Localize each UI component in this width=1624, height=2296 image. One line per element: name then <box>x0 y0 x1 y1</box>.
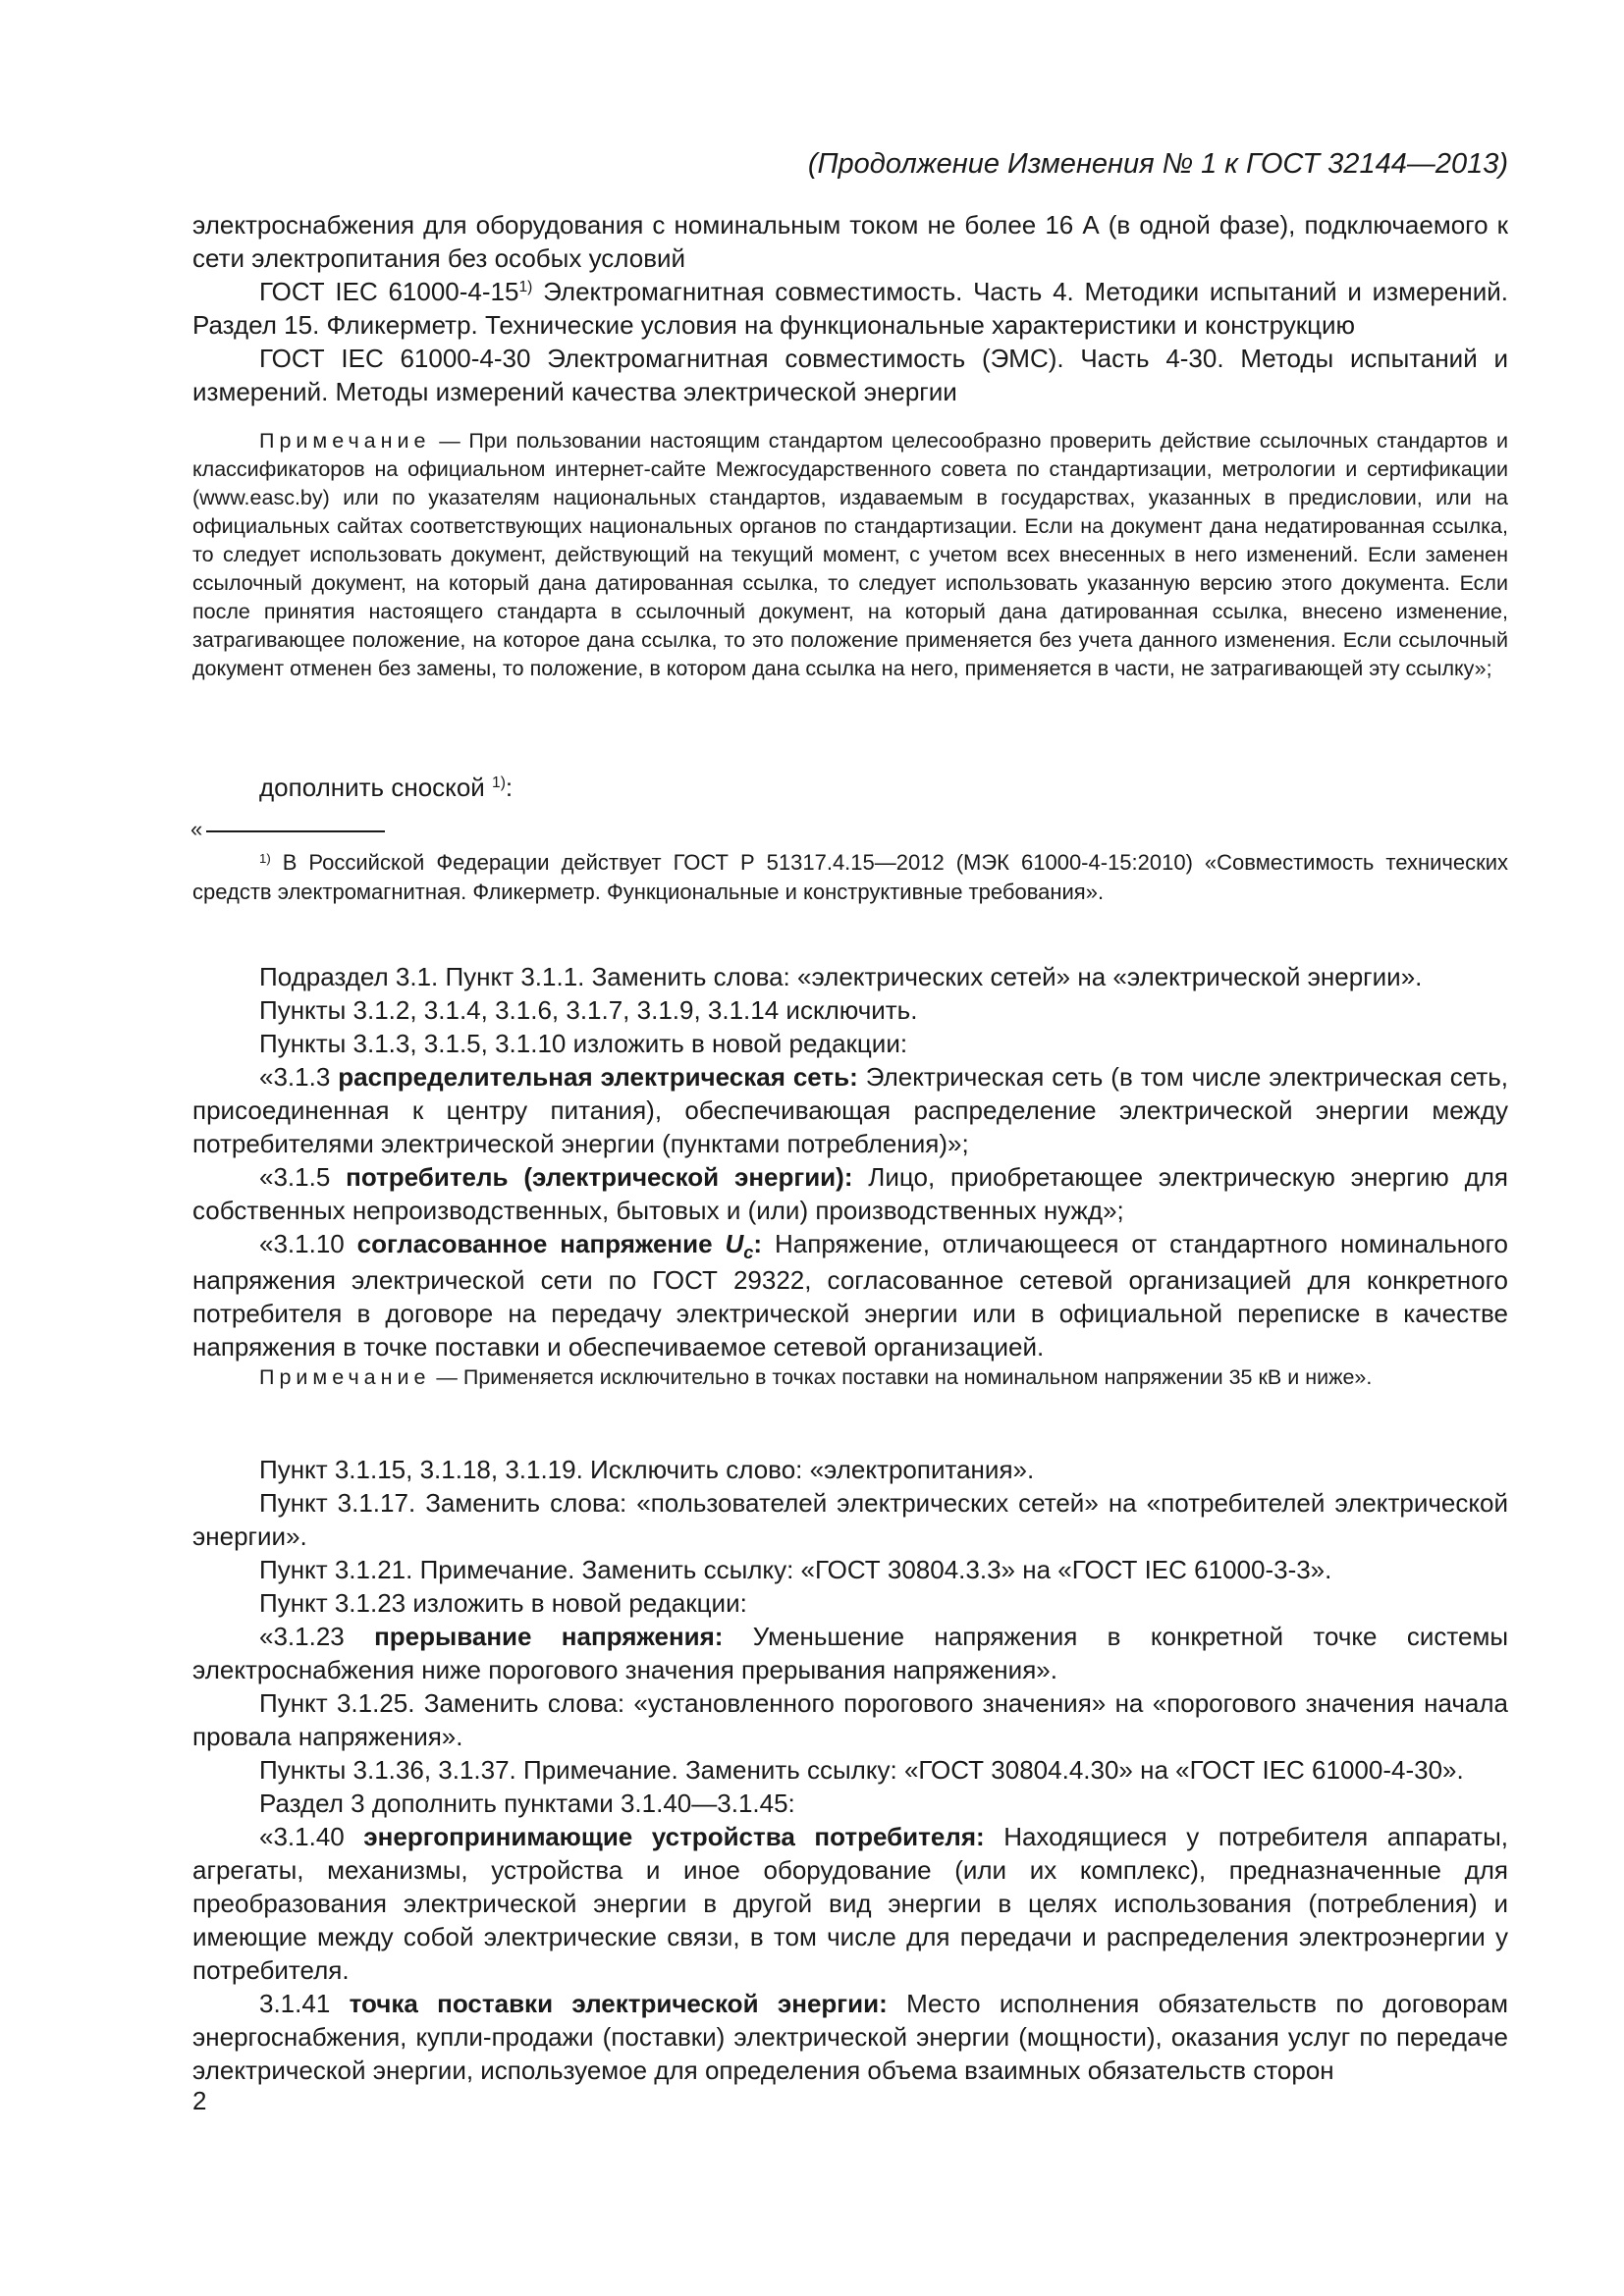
amendment-item: Пункты 3.1.3, 3.1.5, 3.1.10 изложить в новой редакции: <box>259 1029 908 1058</box>
footnote-1 <box>192 848 1508 907</box>
reference-gost-iec-61000-4-30: ГОСТ IEC 61000-4-30 Электромагнитная совместимость (ЭМС). Часть 4-30. Методы испытаний и измерений. Методы измерений качества электрической энергии <box>192 344 1508 406</box>
footnote-open-quote: « <box>190 817 203 841</box>
footnote-number: 1) <box>259 850 271 866</box>
amendment-item: Пункты 3.1.36, 3.1.37. Примечание. Заменить ссылку: «ГОСТ 30804.4.30» на «ГОСТ IEC 61000-4-30». <box>259 1755 1464 1785</box>
definition-term: потребитель (электрической энергии): <box>346 1162 853 1192</box>
symbol-subscript: c <box>743 1243 754 1263</box>
definition-term: распределительная электрическая сеть: <box>338 1062 858 1092</box>
footnote-instruction: дополнить сноской $^{1)}$: <box>259 773 514 802</box>
note-label: Примечание <box>259 429 431 453</box>
amendment-items-continued <box>192 1453 1508 2087</box>
symbol-u: U <box>725 1229 744 1258</box>
footnote-marker: 1) <box>492 774 506 792</box>
note-label: Примечание <box>259 1365 431 1389</box>
reference-gost-iec-61000-4-15: ГОСТ IEC 61000-4-15$^{1)}$ Электромагнитная совместимость. Часть 4. Методики испытаний и измерений. Раздел 15. Фликерметр. Технические условия на функциональные характеристики и конструкцию <box>192 277 1508 340</box>
definition-3-1-41: 3.1.41 точка поставки электрической энергии: Место исполнения обязательств по договорам энергоснабжения, купли-продажи (поставки) электрической энергии (мощности), оказания услуг по передаче электрической энергии, используемое для определения объема взаимных обязательств сторон <box>192 1989 1509 2085</box>
definition-3-1-5: «3.1.5 потребитель (электрической энергии): Лицо, приобретающее электрическую энергию для собственных непроизводственных, бытовых и (или) производственных нужд»; <box>192 1162 1508 1225</box>
definition-term: прерывание напряжения: <box>374 1622 724 1651</box>
amendment-item: Пункты 3.1.2, 3.1.4, 3.1.6, 3.1.7, 3.1.9, 3.1.14 исключить. <box>259 995 918 1025</box>
definition-3-1-40: «3.1.40 энергопринимающие устройства потребителя: Находящиеся у потребителя аппараты, агрегаты, механизмы, устройства и иное оборудование (или их комплекс), предназначенные для преобразования электрической энергии в другой вид энергии в целях использования (потребления) и имеющие между собой электрические связи, в том числе для передачи и распределения электроэнергии у потребителя. <box>192 1822 1508 1985</box>
note-references <box>192 427 1508 683</box>
amendment-item: Пункт 3.1.17. Заменить слова: «пользователей электрических сетей» на «потребителей электрической энергии». <box>192 1488 1508 1551</box>
amendment-item: Пункт 3.1.15, 3.1.18, 3.1.19. Исключить слово: «электропитания». <box>259 1455 1035 1484</box>
definition-3-1-10: «3.1.10 согласованное напряжение $U_c$: Напряжение, отличающееся от стандартного номинального напряжения электрической сети по ГОСТ 29322, согласованное сетевой организацией для конкретного потребителя в договоре на передачу электрической энергии или в официальной переписке в качестве напряжения в точке поставки и обеспечиваемое сетевой организацией. <box>192 1229 1508 1362</box>
amendment-item: Раздел 3 дополнить пунктами 3.1.40—3.1.45: <box>259 1789 795 1818</box>
footnote-marker: 1) <box>518 279 533 296</box>
amendment-item: Пункт 3.1.23 изложить в новой редакции: <box>259 1588 747 1618</box>
amendment-item: Пункт 3.1.25. Заменить слова: «установленного порогового значения» на «порогового значения начала провала напряжения». <box>192 1688 1508 1751</box>
amendment-item: Пункт 3.1.21. Примечание. Заменить ссылку: «ГОСТ 30804.3.3» на «ГОСТ IEC 61000-3-3». <box>259 1555 1332 1584</box>
footnote-text: В Российской Федерации действует ГОСТ Р 51317.4.15—2012 (МЭК 61000-4-15:2010) «Совместимость технических средств электромагнитная. Фликерметр. Функциональные и конструктивные требования». <box>192 850 1508 904</box>
amendment-item: Подраздел 3.1. Пункт 3.1.1. Заменить слова: «электрических сетей» на «электрической энергии». <box>259 962 1423 991</box>
definition-3-1-23: «3.1.23 прерывание напряжения: Уменьшение напряжения в конкретной точке системы электроснабжения ниже порогового значения прерывания напряжения». <box>192 1622 1509 1684</box>
definition-term: энергопринимающие устройства потребителя: <box>363 1822 985 1851</box>
amendment-section-3-1 <box>192 960 1508 1363</box>
reference-list-continued <box>192 208 1508 408</box>
note-text: — Применяется исключительно в точках поставки на номинальном напряжении 35 кВ и ниже». <box>430 1365 1373 1389</box>
running-header: (Продолжение Изменения № 1 к ГОСТ 32144—2013) <box>807 148 1508 180</box>
definition-3-1-3: «3.1.3 распределительная электрическая сеть: Электрическая сеть (в том числе электрическая сеть, присоединенная к центру питания), обеспечивающая распределение электрической энергии между потребителями электрической энергии (пунктами потребления)»; <box>192 1062 1508 1158</box>
footnote-rule-line <box>206 830 385 832</box>
definition-term: точка поставки электрической энергии: <box>349 1989 888 2018</box>
reference-continuation: электроснабжения для оборудования с номинальным током не более 16 А (в одной фазе), подключаемого к сети электропитания без особых условий <box>192 210 1508 273</box>
definition-term: согласованное напряжение <box>356 1229 726 1258</box>
note-text: — При пользовании настоящим стандартом целесообразно проверить действие ссылочных стандартов и классификаторов на официальном интернет-сайте Межгосударственного совета по стандартизации, метрологии и сертификации (www.easc.by) или по указателям национальных стандартов, издаваемым в государствах, указанных в предисловии, или на официальных сайтах соответствующих национальных органов по стандартизации. Если на документ дана недатированная ссылка, то следует использовать документ, действующий на текущий момент, с учетом всех внесенных в него изменений. Если заменен ссылочный документ, на который дана датированная ссылка, то следует использовать указанную версию этого документа. Если после принятия настоящего стандарта в ссылочный документ, на который дана датированная ссылка, внесено изменение, затрагивающее положение, на которое дана ссылка, то это положение применяется без учета данного изменения. Если ссылочный документ отменен без замены, то положение, в котором дана ссылка на него, применяется в части, не затрагивающей эту ссылку»; <box>192 429 1508 680</box>
note-supply-points <box>192 1363 1508 1392</box>
page-number: 2 <box>192 2086 207 2115</box>
